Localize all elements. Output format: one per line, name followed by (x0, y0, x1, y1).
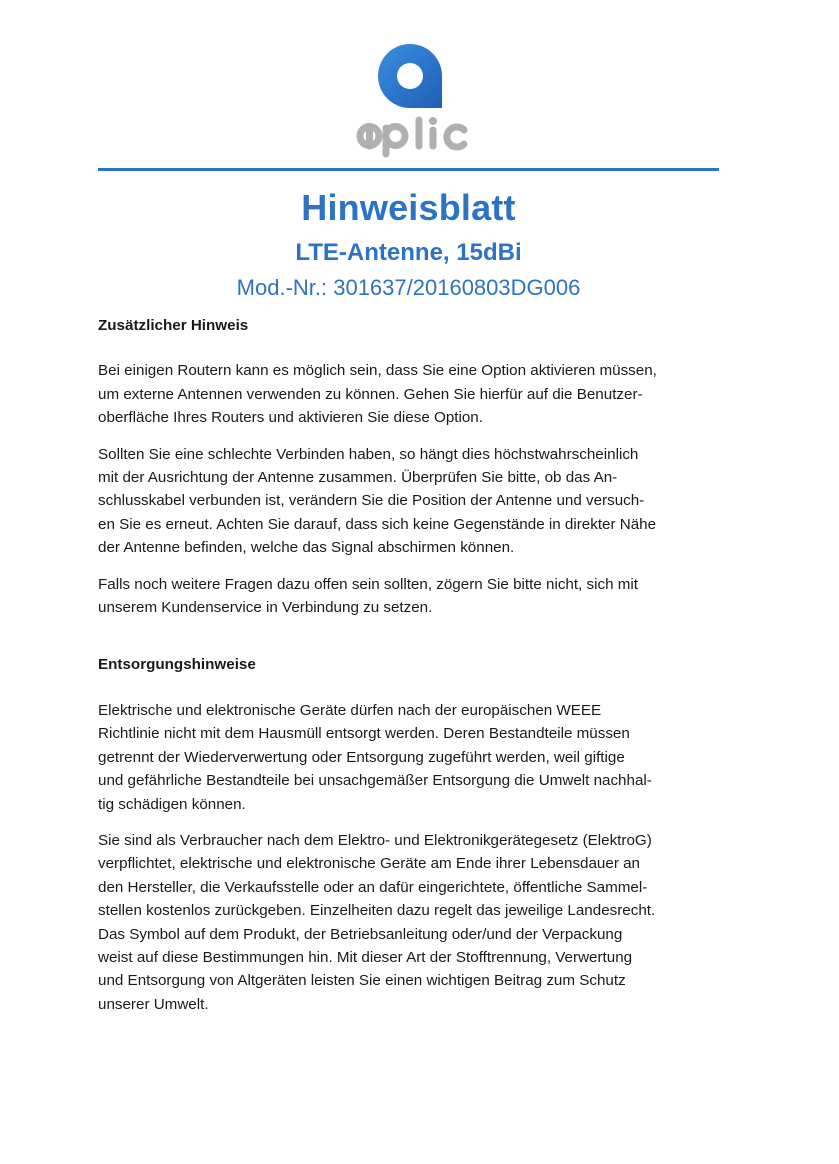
text-line: unserer Umwelt. (98, 995, 209, 1013)
text-line: der Antenne befinden, welche das Signal abschirmen können. (98, 539, 515, 557)
paragraph (98, 573, 723, 620)
text-line: den Hersteller, die Verkaufsstelle oder an dafür eingerichtete, öffentliche Sammel- (98, 878, 648, 896)
text-line: Das Symbol auf dem Produkt, der Betriebsanleitung oder/und der Verpackung (98, 925, 623, 943)
section-additional-note (98, 314, 723, 619)
text-line: stellen kostenlos zurückgeben. Einzelheiten dazu regelt das jeweilige Landesrecht. (98, 902, 656, 920)
document-body (98, 314, 723, 1016)
aplic-logo (340, 40, 480, 158)
text-line: um externe Antennen verwenden zu können. Gehen Sie hierfür auf die Benutzer- (98, 385, 643, 403)
text-line: Elektrische und elektronische Geräte dürfen nach der europäischen WEEE (98, 701, 602, 719)
page-title: Hinweisblatt (301, 187, 516, 228)
text-line: und Entsorgung von Altgeräten leisten Sie einen wichtigen Beitrag zum Schutz (98, 972, 626, 990)
text-line: getrennt der Wiederverwertung oder Entsorgung zugeführt werden, weil giftige (98, 748, 625, 766)
model-number: Mod.-Nr.: 301637/20160803DG006 (236, 275, 581, 300)
paragraph (98, 443, 723, 560)
text-line: oberfläche Ihres Routers und aktivieren Sie diese Option. (98, 409, 483, 427)
section-heading: Zusätzlicher Hinweis (98, 317, 249, 334)
text-line: Sie sind als Verbraucher nach dem Elektro- und Elektronikgerätegesetz (ElektroG) (98, 831, 652, 849)
text-line: tig schädigen können. (98, 795, 246, 813)
section-disposal-notes (98, 653, 723, 1016)
paragraph (98, 359, 723, 429)
aplic-logo-image (340, 40, 480, 158)
paragraph (98, 699, 723, 816)
text-line: unserem Kundenservice in Verbindung zu setzen. (98, 599, 433, 617)
text-line: schlusskabel verbunden ist, verändern Sie die Position der Antenne und versuch- (98, 492, 645, 510)
product-subtitle: LTE-Antenne, 15dBi (295, 239, 522, 266)
text-line: Falls noch weitere Fragen dazu offen sein sollten, zögern Sie bitte nicht, sich mit (98, 575, 639, 593)
text-line: und gefährliche Bestandteile bei unsachgemäßer Entsorgung die Umwelt nachhal- (98, 772, 652, 790)
text-line: mit der Ausrichtung der Antenne zusammen. Überprüfen Sie bitte, ob das An- (98, 469, 618, 487)
text-line: Richtlinie nicht mit dem Hausmüll entsorgt werden. Deren Bestandteile müssen (98, 725, 630, 743)
text-line: verpflichtet, elektrische und elektronische Geräte am Ende ihrer Lebensdauer an (98, 855, 640, 873)
header-divider (98, 168, 719, 171)
paragraph (98, 829, 723, 1016)
text-line: Sollten Sie eine schlechte Verbinden haben, so hängt dies höchstwahrscheinlich (98, 445, 639, 463)
text-line: weist auf diese Bestimmungen hin. Mit dieser Art der Stofftrennung, Verwertung (98, 948, 633, 966)
text-line: en Sie es erneut. Achten Sie darauf, dass sich keine Gegenstände in direkter Nähe (98, 515, 657, 533)
section-heading: Entsorgungshinweise (98, 656, 256, 674)
text-line: Bei einigen Routern kann es möglich sein, dass Sie eine Option aktivieren müssen, (98, 362, 657, 380)
